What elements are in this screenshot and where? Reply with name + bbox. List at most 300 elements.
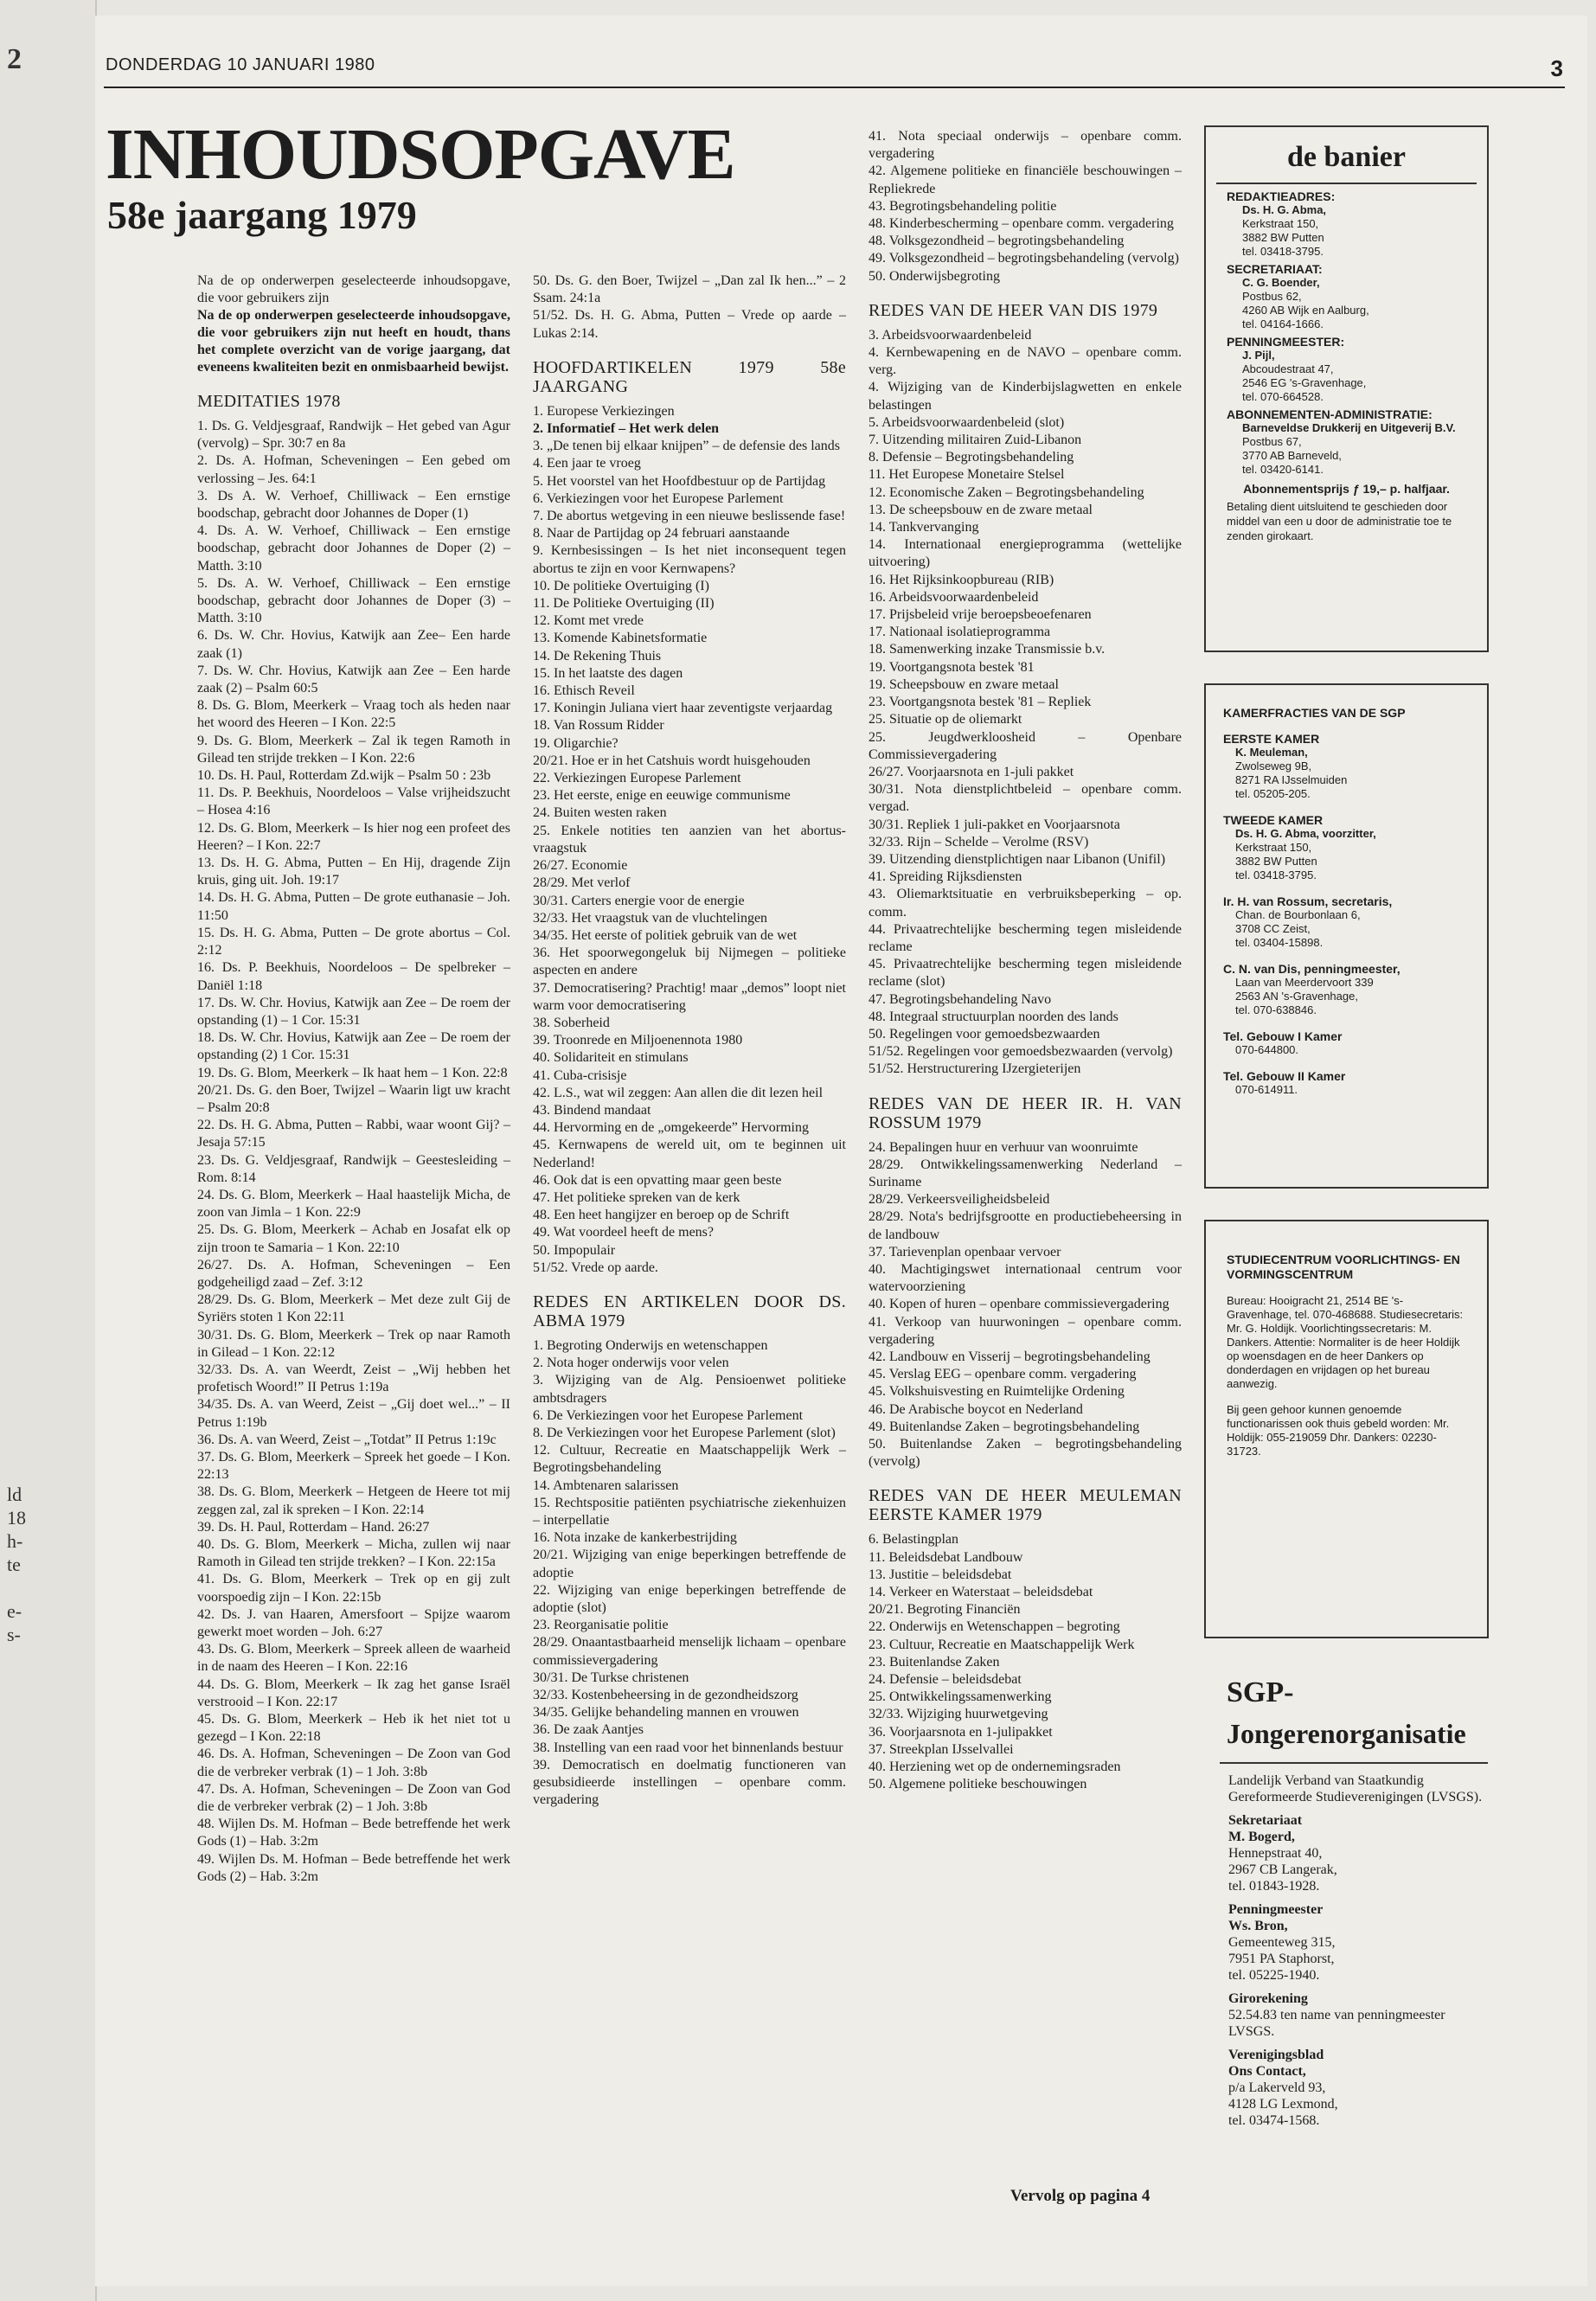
list-item: 18. Samenwerking inzake Transmissie b.v. — [869, 642, 1106, 657]
address-block — [1227, 335, 1466, 404]
list-item: 6. Belastingplan — [869, 1532, 958, 1548]
list-item: 9. Ds. G. Blom, Meerkerk – Zal ik tegen Ramoth in Gilead ten strijde trekken – I Kon. 22:6 — [197, 733, 510, 766]
banier-title: de banier — [1287, 141, 1406, 173]
sgp-title: SGP- — [1227, 1676, 1294, 1708]
list-item: 3. Wijziging van de Alg. Pensioenwet politieke ambtsdragers — [533, 1373, 846, 1406]
list-item: 8. Defensie – Begrotingsbehandeling — [869, 450, 1074, 465]
address-line: tel. 03420-6141. — [1242, 463, 1324, 476]
intro-bold-text: Na de op onderwerpen geselecteerde inhoudsopgave, die voor gebruikers zijn nut heeft en houdt, thans het complete overzicht van de vorige jaargang, dat eveneens kwaliteiten bezit en onmisbaarheid bewijst. — [197, 308, 510, 375]
list-item: 39. Democratisch en doelmatig functioneren van gesubsidieerde instellingen – openbare comm. vergadering — [533, 1757, 846, 1808]
list-item: 46. De Arabische boycot en Nederland — [869, 1401, 1083, 1417]
contact-line: Chan. de Bourbonlaan 6, — [1235, 908, 1361, 921]
list-item: 16. Het Rijksinkoopbureau (RIB) — [869, 572, 1054, 587]
list-item: 13. Justitie – beleidsdebat — [869, 1567, 1012, 1582]
list-item: 32/33. Wijziging huurwetgeving — [869, 1707, 1048, 1722]
page-date: DONDERDAG 10 JANUARI 1980 — [106, 55, 375, 74]
list-item: 8. De Verkiezingen voor het Europese Parlement (slot) — [533, 1425, 836, 1440]
list-item: 12. Cultuur, Recreatie en Maatschappelijk Werk – Begrotingsbehandeling — [533, 1443, 846, 1476]
studiecentrum-paragraph: Bij geen gehoor kunnen genoemde functionarissen ook thuis gebeld worden: Mr. Holdijk: 055-219059 Dhr. Dankers: 02230-31723. — [1227, 1403, 1450, 1458]
payment-note: Betaling dient uitsluitend te geschieden door middel van een u door de administratie toe te zenden girokaart. — [1227, 500, 1452, 542]
contact-line: 3708 CC Zeist, — [1235, 922, 1311, 935]
list-item: 45. Privaatrechtelijke bescherming tegen misleidende reclame (slot) — [869, 957, 1182, 990]
contact-block — [1223, 1029, 1470, 1057]
sgp-section-line: Gemeenteweg 315, — [1228, 1935, 1336, 1950]
list-item: 16. Ds. P. Beekhuis, Noordeloos – De spelbreker – Daniël 1:18 — [197, 960, 510, 993]
list-item: 11. Ds. P. Beekhuis, Noordeloos – Valse vrijheidszucht – Hosea 4:16 — [197, 785, 510, 818]
list-item: 36. De zaak Aantjes — [533, 1722, 644, 1738]
contact-block — [1223, 962, 1470, 1017]
list-item: 3. Ds A. W. Verhoef, Chilliwack – Een ernstige boodschap, gebracht door Johannes de Doper (1) — [197, 488, 510, 522]
list-item: 25. Enkele notities ten aanzien van het abortus-vraagstuk — [533, 823, 846, 856]
list-item: 12. Ds. G. Blom, Meerkerk – Is hier nog een profeet des Heeren? – I Kon. 22:7 — [197, 820, 510, 853]
list-item: 16. Ethisch Reveil — [533, 683, 635, 699]
list-item: 12. Komt met vrede — [533, 613, 644, 629]
list-item: 5. Het voorstel van het Hoofdbestuur op de Partijdag — [533, 473, 826, 489]
list-item: 26/27. Voorjaarsnota en 1-juli pakket — [869, 764, 1074, 779]
sgp-section-line: tel. 01843-1928. — [1228, 1879, 1320, 1894]
contact-label: Tel. Gebouw I Kamer — [1223, 1029, 1343, 1043]
list-item: 26/27. Ds. A. Hofman, Scheveningen – Een godgeheiligd zaad – Zef. 3:12 — [197, 1257, 510, 1290]
list-item: 16. Arbeidsvoorwaardenbeleid — [869, 589, 1039, 605]
list-item: 37. Ds. G. Blom, Meerkerk – Spreek het goede – I Kon. 22:13 — [197, 1449, 510, 1483]
list-item: 48. Wijlen Ds. M. Hofman – Bede betreffende het werk Gods (1) – Hab. 3:2m — [197, 1817, 510, 1849]
list-item: 45. Verslag EEG – openbare comm. vergadering — [869, 1367, 1137, 1382]
list-item: 46. Ds. A. Hofman, Scheveningen – De Zoon van God die de verbreker verbrak (1) – 1 Joh. 3:8b — [197, 1747, 510, 1779]
contact-block — [1223, 1069, 1470, 1097]
list-item: 48. Integraal structuurplan noorden des lands — [869, 1009, 1118, 1024]
list-item: 41. Nota speciaal onderwijs – openbare comm. vergadering — [869, 129, 1182, 162]
item-list — [197, 418, 510, 1886]
sgp-section-label: Penningmeester — [1228, 1902, 1324, 1917]
list-item: 14. Tankvervanging — [869, 520, 979, 535]
list-item: 40. Machtigingswet internationaal centrum voor watervoorziening — [869, 1261, 1182, 1295]
kamerfracties-box — [1204, 683, 1489, 1189]
list-item: 38. Ds. G. Blom, Meerkerk – Hetgeen de Heere tot mij zeggen zal, zal ik spreken – I Kon. 22:14 — [197, 1484, 510, 1517]
address-label: PENNINGMEESTER: — [1227, 335, 1345, 349]
list-item: 49. Wat voordeel heeft de mens? — [533, 1225, 715, 1240]
list-item: 32/33. Rijn – Schelde – Verolme (RSV) — [869, 834, 1089, 849]
list-item: 23. Cultuur, Recreatie en Maatschappelijk Werk — [869, 1637, 1135, 1652]
item-list — [533, 403, 846, 1277]
list-item: 28/29. Verkeersveiligheidsbeleid — [869, 1192, 1050, 1208]
contact-line: tel. 05205-205. — [1235, 787, 1311, 800]
list-item: 51/52. Vrede op aarde. — [533, 1259, 658, 1275]
item-list — [869, 1531, 1182, 1793]
list-item: 48. Kinderbescherming – openbare comm. vergadering — [869, 216, 1174, 232]
list-item: 17. Prijsbeleid vrije beroepsbeoefenaren — [869, 607, 1092, 623]
list-item: 39. Ds. H. Paul, Rotterdam – Hand. 26:27 — [197, 1519, 430, 1535]
list-item: 28/29. Onaantastbaarheid menselijk lichaam – openbare commissievergadering — [533, 1635, 846, 1668]
list-item: 48. Volksgezondheid – begrotingsbehandeling — [869, 234, 1125, 249]
list-item: 18. Ds. W. Chr. Hovius, Katwijk aan Zee – De roem der opstanding (2) 1 Cor. 15:31 — [197, 1030, 510, 1063]
list-item: 28/29. Nota's bedrijfsgrootte en productiebeheersing in de landbouw — [869, 1209, 1182, 1242]
sgp-section-label: Girorekening — [1228, 1991, 1308, 2006]
list-item: 51/52. Herstructurering IJzergieterijen — [869, 1061, 1081, 1077]
list-item: 12. Economische Zaken – Begrotingsbehandeling — [869, 484, 1144, 500]
list-item: 9. Kernbesissingen – Is het niet inconsequent tegen abortus te zijn en voor Kernwapens? — [533, 543, 846, 576]
contact-line: 8271 RA IJsselmuiden — [1235, 773, 1348, 786]
address-line: 3882 BW Putten — [1242, 231, 1324, 244]
contact-line: K. Meuleman, — [1235, 746, 1308, 759]
list-item: 4. Wijziging van de Kinderbijslagwetten en enkele belastingen — [869, 380, 1182, 413]
address-block — [1227, 262, 1466, 331]
intro-text: Na de op onderwerpen geselecteerde inhoudsopgave, die voor gebruikers zijn — [197, 273, 510, 305]
strip-text: e- — [7, 1600, 22, 1622]
list-item: 1. Ds. G. Veldjesgraaf, Randwijk – Het gebed van Agur (vervolg) – Spr. 30:7 en 8a — [197, 419, 510, 452]
sgp-subtitle: Jongerenorganisatie — [1227, 1718, 1466, 1749]
list-item: 30/31. Carters energie voor de energie — [533, 893, 745, 908]
address-line: C. G. Boender, — [1242, 276, 1320, 289]
page-title: INHOUDSOPGAVE — [106, 114, 735, 195]
list-item: 3. Arbeidsvoorwaardenbeleid — [869, 327, 1032, 343]
list-item: 23. Voortgangsnota bestek '81 – Repliek — [869, 695, 1092, 710]
list-item: 23. Het eerste, enige en eeuwige communisme — [533, 788, 791, 804]
list-item: 32/33. Het vraagstuk van de vluchtelingen — [533, 910, 768, 926]
list-item: 24. Ds. G. Blom, Meerkerk – Haal haastelijk Micha, de zoon van Jimla – 1 Kon. 22:9 — [197, 1187, 510, 1221]
list-item: 45. Ds. G. Blom, Meerkerk – Heb ik het niet tot u gezegd – I Kon. 22:18 — [197, 1712, 510, 1745]
item-list — [869, 327, 1182, 1079]
list-item: 32/33. Kostenbeheersing in de gezondheidszorg — [533, 1688, 798, 1703]
list-item: 6. Verkiezingen voor het Europese Parlement — [533, 490, 784, 506]
list-item: 16. Nota inzake de kankerbestrijding — [533, 1530, 737, 1546]
list-item: 5. Arbeidsvoorwaardenbeleid (slot) — [869, 414, 1065, 430]
list-item: 19. Ds. G. Blom, Meerkerk – Ik haat hem – 1 Kon. 22:8 — [197, 1065, 508, 1080]
list-item: 25. Ontwikkelingssamenwerking — [869, 1689, 1052, 1705]
strip-text: h- — [7, 1530, 23, 1552]
contact-line: tel. 03418-3795. — [1235, 868, 1317, 881]
list-item: 8. Naar de Partijdag op 24 februari aanstaande — [533, 526, 790, 542]
list-item: 42. Ds. J. van Haaren, Amersfoort – Spijze waarom gewerkt moet worden – Joh. 6:27 — [197, 1606, 510, 1640]
address-line: tel. 03418-3795. — [1242, 245, 1324, 258]
list-item: 17. Nationaal isolatieprogramma — [869, 625, 1051, 640]
page-subtitle: 58e jaargang 1979 — [107, 193, 417, 237]
contact-block — [1223, 813, 1470, 882]
list-item: 5. Ds. A. W. Verhoef, Chilliwack – Een ernstige boodschap, gebracht door Johannes de Doper (3) – Matth. 3:10 — [197, 575, 510, 626]
divider — [1220, 1762, 1488, 1764]
strip-text: 2 — [7, 43, 22, 75]
address-label: ABONNEMENTEN-ADMINISTRATIE: — [1227, 407, 1433, 421]
studiecentrum-heading: STUDIECENTRUM VOORLICHTINGS- EN VORMINGSCENTRUM — [1227, 1253, 1460, 1281]
list-item: 4. Een jaar te vroeg — [533, 456, 641, 471]
address-line: 4260 AB Wijk en Aalburg, — [1242, 304, 1369, 317]
list-item: 47. Ds. A. Hofman, Scheveningen – De Zoon van God die de verbreker verbrak (2) – 1 Joh. 3:8b — [197, 1781, 510, 1815]
address-block — [1227, 407, 1466, 477]
sgp-section-line: Ws. Bron, — [1228, 1919, 1288, 1933]
list-item: 36. Het spoorwegongeluk bij Nijmegen – politieke aspecten en andere — [533, 945, 846, 978]
list-item: 6. Ds. W. Chr. Hovius, Katwijk aan Zee– Een harde zaak (1) — [197, 628, 510, 661]
contact-line: Ds. H. G. Abma, voorzitter, — [1235, 827, 1376, 840]
kamerfracties-heading: KAMERFRACTIES VAN DE SGP — [1223, 706, 1406, 720]
list-item: 26/27. Economie — [533, 858, 628, 874]
list-item: 46. Ook dat is een opvatting maar geen beste — [533, 1172, 782, 1188]
strip-text: 18 — [7, 1507, 26, 1529]
list-item: 42. Algemene politieke en financiële beschouwingen – Repliekrede — [869, 163, 1182, 196]
sgp-section-line: 2967 CB Langerak, — [1228, 1862, 1337, 1877]
address-line: 3770 AB Barneveld, — [1242, 449, 1342, 462]
contact-line: Laan van Meerdervoort 339 — [1235, 976, 1374, 989]
list-item: 37. Tarievenplan openbaar vervoer — [869, 1244, 1061, 1259]
list-item: 20/21. Wijziging van enige beperkingen betreffende de adoptie — [533, 1548, 846, 1580]
item-list — [869, 1139, 1182, 1471]
list-item: 49. Wijlen Ds. M. Hofman – Bede betreffende het werk Gods (2) – Hab. 3:2m — [197, 1851, 510, 1884]
list-item: 40. Solidariteit en stimulans — [533, 1050, 689, 1066]
sgp-section-line: p/a Lakerveld 93, — [1228, 2080, 1326, 2095]
sgp-section-line: Hennepstraat 40, — [1228, 1846, 1323, 1861]
list-item: 50. Ds. G. den Boer, Twijzel – „Dan zal Ik hen...” – 2 Ssam. 24:1a — [533, 273, 846, 306]
list-item: 23. Buitenlandse Zaken — [869, 1654, 1000, 1670]
list-item: 22. Wijziging van enige beperkingen betreffende de adoptie (slot) — [533, 1582, 846, 1616]
list-item: 51/52. Ds. H. G. Abma, Putten – Vrede op aarde – Lukas 2:14. — [533, 308, 846, 341]
item-list — [533, 1337, 846, 1809]
list-item: 14. Ds. H. G. Abma, Putten – De grote euthanasie – Joh. 11:50 — [197, 890, 510, 923]
list-item: 50. Onderwijsbegroting — [869, 268, 1000, 284]
list-item: 34/35. Gelijke behandeling mannen en vrouwen — [533, 1705, 799, 1721]
list-item: 44. Ds. G. Blom, Meerkerk – Ik zag het ganse Israël verstrooid – I Kon. 22:17 — [197, 1676, 510, 1709]
list-item: 34/35. Ds. A. van Weerd, Zeist – „Gij doet wel...” – II Petrus 1:19b — [197, 1397, 510, 1430]
address-line: Ds. H. G. Abma, — [1242, 203, 1327, 216]
contact-line: 070-644800. — [1235, 1043, 1299, 1056]
list-item: 47. Het politieke spreken van de kerk — [533, 1189, 740, 1205]
sgp-section-label: Verenigingsblad — [1228, 2048, 1324, 2062]
column-2 — [533, 272, 846, 1809]
list-item: 51/52. Regelingen voor gemoedsbezwaarden (vervolg) — [869, 1044, 1173, 1060]
list-item: 25. Jeugdwerkloosheid – Openbare Commissievergadering — [869, 729, 1182, 762]
list-item: 50. Regelingen voor gemoedsbezwaarden — [869, 1026, 1100, 1042]
list-item: 10. De politieke Overtuiging (I) — [533, 578, 709, 593]
contact-label: C. N. van Dis, penningmeester, — [1223, 962, 1401, 976]
column-3 — [869, 128, 1182, 1793]
list-item: 48. Een heet hangijzer en beroep op de Schrift — [533, 1208, 790, 1223]
list-item: 32/33. Ds. A. van Weerdt, Zeist – „Wij hebben het profetisch Woord!” II Petrus 1:19a — [197, 1362, 510, 1395]
section-heading: MEDITATIES 1978 — [197, 392, 341, 411]
list-item: 17. Koningin Juliana viert haar zeventigste verjaardag — [533, 701, 833, 716]
list-item: 7. Ds. W. Chr. Hovius, Katwijk aan Zee – Een harde zaak (2) – Psalm 60:5 — [197, 663, 510, 696]
sgp-section-line: Ons Contact, — [1228, 2064, 1306, 2079]
list-item: 13. De scheepsbouw en de zware metaal — [869, 502, 1093, 517]
list-item: 40. Herziening wet op de ondernemingsraden — [869, 1759, 1121, 1775]
list-item: 8. Ds. G. Blom, Meerkerk – Vraag toch als heden naar het woord des Heeren – I Kon. 22:5 — [197, 698, 510, 731]
list-item: 45. Kernwapens de wereld uit, om te beginnen uit Nederland! — [533, 1138, 846, 1170]
contact-label: Tel. Gebouw II Kamer — [1223, 1069, 1346, 1083]
list-item: 13. Ds. H. G. Abma, Putten – En Hij, dragende Zijn kruis, ging uit. Joh. 19:17 — [197, 856, 510, 888]
list-item: 1. Begroting Onderwijs en wetenschappen — [533, 1337, 768, 1353]
address-line: J. Pijl, — [1242, 349, 1275, 362]
sgp-section-line: 7951 PA Staphorst, — [1228, 1952, 1335, 1966]
list-item: 11. De Politieke Overtuiging (II) — [533, 596, 715, 612]
list-item: 18. Van Rossum Ridder — [533, 718, 664, 734]
divider — [1216, 183, 1477, 184]
list-item: 24. Bepalingen huur en verhuur van woonruimte — [869, 1139, 1138, 1155]
list-item: 24. Buiten westen raken — [533, 805, 667, 821]
list-item: 41. Ds. G. Blom, Meerkerk – Trek op en gij zult voorspoedig zijn – I Kon. 22:15b — [197, 1572, 510, 1605]
list-item: 22. Verkiezingen Europese Parlement — [533, 771, 741, 786]
list-item: 22. Ds. H. G. Abma, Putten – Rabbi, waar woont Gij? – Jesaja 57:15 — [197, 1118, 510, 1150]
list-item: 45. Volkshuisvesting en Ruimtelijke Ordening — [869, 1384, 1125, 1400]
list-item: 17. Ds. W. Chr. Hovius, Katwijk aan Zee – De roem der opstanding (1) – 1 Cor. 15:31 — [197, 995, 510, 1028]
studiecentrum-box — [1204, 1220, 1489, 1638]
list-item: 11. Het Europese Monetaire Stelsel — [869, 467, 1065, 483]
sgp-section-line: tel. 03474-1568. — [1228, 2113, 1320, 2128]
list-item: 44. Privaatrechtelijke bescherming tegen misleidende reclame — [869, 921, 1182, 954]
list-item: 19. Voortgangsnota bestek '81 — [869, 659, 1035, 675]
address-line: Barneveldse Drukkerij en Uitgeverij B.V. — [1242, 421, 1456, 434]
list-item: 30/31. Nota dienstplichtbeleid – openbare comm. vergad. — [869, 782, 1182, 815]
contact-line: Kerkstraat 150, — [1235, 841, 1312, 854]
list-item: 43. Oliemarktsituatie en verbruiksbeperking – op. comm. — [869, 887, 1182, 920]
list-item: 15. In het laatste des dagen — [533, 665, 683, 681]
list-item: 42. L.S., wat wil zeggen: Aan allen die dit lezen heil — [533, 1085, 824, 1100]
address-line: 2546 EG 's-Gravenhage, — [1242, 376, 1367, 389]
list-item: 47. Begrotingsbehandeling Navo — [869, 991, 1052, 1007]
item-list — [869, 128, 1182, 285]
list-item: 41. Verkoop van huurwoningen – openbare comm. vergadering — [869, 1314, 1182, 1347]
header-rule — [104, 87, 1565, 88]
contact-label: EERSTE KAMER — [1223, 732, 1320, 746]
sgp-section-line: M. Bogerd, — [1228, 1830, 1295, 1844]
contact-label: Ir. H. van Rossum, secretaris, — [1223, 894, 1393, 908]
banier-box — [1204, 125, 1489, 652]
list-item: 2. Informatief – Het werk delen — [533, 421, 720, 437]
section-heading: REDES VAN DE HEER MEULEMAN EERSTE KAMER 1979 — [869, 1486, 1182, 1525]
address-line: Kerkstraat 150, — [1242, 217, 1319, 230]
list-item: 14. Internationaal energieprogramma (wettelijke uitvoering) — [869, 537, 1182, 570]
sgp-section-line: 52.54.83 ten name van penningmeester LVSGS. — [1228, 2008, 1445, 2039]
address-line: tel. 04164-1666. — [1242, 317, 1324, 330]
list-item: 43. Begrotingsbehandeling politie — [869, 198, 1057, 214]
subscription-price: Abonnementsprijs ƒ 19,– p. halfjaar. — [1243, 482, 1450, 496]
list-item: 41. Cuba-crisisje — [533, 1067, 627, 1083]
list-item: 23. Reorganisatie politie — [533, 1618, 669, 1633]
sgp-jongeren-box — [1211, 1652, 1497, 2180]
strip-text: ld — [7, 1484, 22, 1505]
list-item: 40. Kopen of huren – openbare commissievergadering — [869, 1297, 1170, 1312]
list-item: 7. De abortus wetgeving in een nieuwe beslissende fase! — [533, 509, 846, 524]
address-line: Abcoudestraat 47, — [1242, 362, 1334, 375]
contact-line: tel. 070-638846. — [1235, 1003, 1317, 1016]
list-item: 43. Bindend mandaat — [533, 1102, 651, 1118]
list-item: 23. Ds. G. Veldjesgraaf, Randwijk – Geestesleiding – Rom. 8:14 — [197, 1152, 510, 1185]
list-item: 30/31. Ds. G. Blom, Meerkerk – Trek op naar Ramoth in Gilead – 1 Kon. 22:12 — [197, 1327, 510, 1360]
sgp-intro: Landelijk Verband van Staatkundig Gereformeerde Studieverenigingen (LVSGS). — [1228, 1773, 1483, 1804]
contact-line: 2563 AN 's-Gravenhage, — [1235, 990, 1358, 1003]
list-item: 43. Ds. G. Blom, Meerkerk – Spreek alleen de waarheid in de naam des Heeren – I Kon. 22:16 — [197, 1642, 510, 1675]
list-item: 2. Nota hoger onderwijs voor velen — [533, 1356, 729, 1371]
banier-sections — [1206, 189, 1487, 477]
list-item: 36. Ds. A. van Weerd, Zeist – „Totdat” II Petrus 1:19c — [197, 1432, 497, 1447]
list-item: 1. Europese Verkiezingen — [533, 403, 675, 419]
sgp-body — [1228, 1772, 1484, 2129]
sgp-section-line: tel. 05225-1940. — [1228, 1968, 1320, 1983]
list-item: 15. Rechtspositie patiënten psychiatrische ziekenhuizen – interpellatie — [533, 1495, 846, 1528]
list-item: 34/35. Het eerste of politiek gebruik van de wet — [533, 927, 798, 943]
contact-line: Zwolseweg 9B, — [1235, 760, 1312, 772]
list-item: 10. Ds. H. Paul, Rotterdam Zd.wijk – Psalm 50 : 23b — [197, 768, 491, 784]
list-item: 13. Komende Kabinetsformatie — [533, 631, 708, 646]
sgp-section-line: 4128 LG Lexmond, — [1228, 2097, 1338, 2112]
kamer-groups — [1206, 732, 1487, 1097]
list-item: 11. Beleidsdebat Landbouw — [869, 1549, 1023, 1565]
list-item: 24. Defensie – beleidsdebat — [869, 1672, 1022, 1688]
contact-line: 3882 BW Putten — [1235, 855, 1317, 868]
list-item: 19. Scheepsbouw en zware metaal — [869, 676, 1059, 692]
list-item: 14. Ambtenaren salarissen — [533, 1477, 679, 1493]
column-1 — [197, 272, 510, 1886]
list-item: 28/29. Ontwikkelingssamenwerking Nederland – Suriname — [869, 1157, 1182, 1189]
list-item: 14. De Rekening Thuis — [533, 648, 662, 663]
section-heading: HOOFDARTIKELEN 1979 58e JAARGANG — [533, 357, 846, 396]
address-block — [1227, 189, 1466, 259]
contact-line: tel. 03404-15898. — [1235, 936, 1324, 949]
address-label: SECRETARIAAT: — [1227, 262, 1323, 276]
list-item: 20/21. Begroting Financiën — [869, 1602, 1021, 1618]
list-item: 4. Kernbewapening en de NAVO – openbare comm. verg. — [869, 345, 1182, 378]
list-item: 6. De Verkiezingen voor het Europese Parlement — [533, 1407, 804, 1423]
list-item: 37. Democratisering? Prachtig! maar „demos” loopt niet warm voor democratisering — [533, 980, 846, 1013]
address-line: tel. 070-664528. — [1242, 390, 1324, 403]
strip-text: s- — [7, 1624, 21, 1645]
list-item: 49. Buitenlandse Zaken – begrotingsbehandeling — [869, 1419, 1140, 1434]
list-item: 14. Verkeer en Waterstaat – beleidsdebat — [869, 1585, 1093, 1600]
list-item: 41. Spreiding Rijksdiensten — [869, 869, 1022, 885]
section-heading: REDES EN ARTIKELEN DOOR DS. ABMA 1979 — [533, 1292, 846, 1330]
contact-label: TWEEDE KAMER — [1223, 813, 1324, 827]
list-item: 39. Troonrede en Miljoenennota 1980 — [533, 1033, 743, 1048]
contact-line: 070-614911. — [1235, 1083, 1298, 1096]
list-item: 28/29. Met verlof — [533, 875, 631, 891]
section-heading: REDES VAN DE HEER IR. H. VAN ROSSUM 1979 — [869, 1093, 1182, 1132]
sgp-section-label: Sekretariaat — [1228, 1813, 1303, 1828]
list-item: 2. Ds. A. Hofman, Scheveningen – Een gebed om verlossing – Jes. 64:1 — [197, 453, 510, 486]
adjacent-page-strip — [0, 0, 97, 2301]
address-line: Postbus 67, — [1242, 435, 1302, 448]
list-item: 15. Ds. H. G. Abma, Putten – De grote abortus – Col. 2:12 — [197, 925, 510, 958]
list-item: 36. Voorjaarsnota en 1-julipakket — [869, 1724, 1053, 1740]
list-item: 19. Oligarchie? — [533, 735, 619, 751]
continued-note: Vervolg op pagina 4 — [1010, 2187, 1151, 2205]
list-item: 40. Ds. G. Blom, Meerkerk – Micha, zullen wij naar Ramoth in Gilead ten strijde trekken? – I Kon. 22:15a — [197, 1537, 510, 1570]
strip-text: te — [7, 1554, 21, 1575]
page-number: 3 — [1550, 55, 1563, 81]
list-item: 37. Streekplan IJsselvallei — [869, 1741, 1014, 1757]
list-item: 25. Situatie op de oliemarkt — [869, 712, 1022, 727]
list-item: 42. Landbouw en Visserij – begrotingsbehandeling — [869, 1349, 1151, 1364]
list-item: 20/21. Ds. G. den Boer, Twijzel – Waarin ligt uw kracht – Psalm 20:8 — [197, 1082, 510, 1115]
list-item: 30/31. De Turkse christenen — [533, 1670, 689, 1685]
contact-block — [1223, 894, 1470, 950]
list-item: 49. Volksgezondheid – begrotingsbehandeling (vervolg) — [869, 251, 1179, 266]
list-item: 25. Ds. G. Blom, Meerkerk – Achab en Josafat elk op zijn troon te Samaria – 1 Kon. 22:10 — [197, 1222, 510, 1255]
list-item: 28/29. Ds. G. Blom, Meerkerk – Met deze zult Gij de Syriërs stoten 1 Kon 22:11 — [197, 1292, 510, 1325]
list-item: 4. Ds. A. W. Verhoef, Chilliwack – Een ernstige boodschap, gebracht door Johannes de Doper (2) – Matth. 3:10 — [197, 523, 510, 574]
list-item: 39. Uitzending dienstplichtigen naar Libanon (Unifil) — [869, 851, 1166, 867]
list-item: 50. Buitenlandse Zaken – begrotingsbehandeling (vervolg) — [869, 1437, 1182, 1470]
list-item: 7. Uitzending militairen Zuid-Libanon — [869, 433, 1082, 448]
sgp-sections — [1228, 1812, 1484, 2129]
list-item: 3. „De tenen bij elkaar knijpen” – de defensie des lands — [533, 439, 840, 454]
list-item: 22. Onderwijs en Wetenschappen – begroting — [869, 1619, 1120, 1635]
contact-block — [1223, 732, 1470, 801]
address-label: REDAKTIEADRES: — [1227, 189, 1336, 203]
list-item: 50. Impopulair — [533, 1242, 616, 1258]
studiecentrum-paragraph: Bureau: Hooigracht 21, 2514 BE 's-Gravenhage, tel. 070-468688. Studiesecretaris: Mr. G. Holdijk. Voorlichtingssecretaris: M. Dankers. Attentie: Normaliter is de heer Holdijk op woensdagen en de heer Dankers op donderdagen en vrijdagen op het bureau aanwezig. — [1227, 1294, 1464, 1390]
list-item: 30/31. Repliek 1 juli-pakket en Voorjaarsnota — [869, 817, 1120, 832]
list-item: 50. Algemene politieke beschouwingen — [869, 1777, 1087, 1792]
section-heading: REDES VAN DE HEER VAN DIS 1979 — [869, 300, 1158, 320]
list-item: 38. Soberheid — [533, 1015, 610, 1030]
address-line: Postbus 62, — [1242, 290, 1302, 303]
item-list — [533, 272, 846, 343]
list-item: 38. Instelling van een raad voor het binnenlands bestuur — [533, 1740, 843, 1755]
